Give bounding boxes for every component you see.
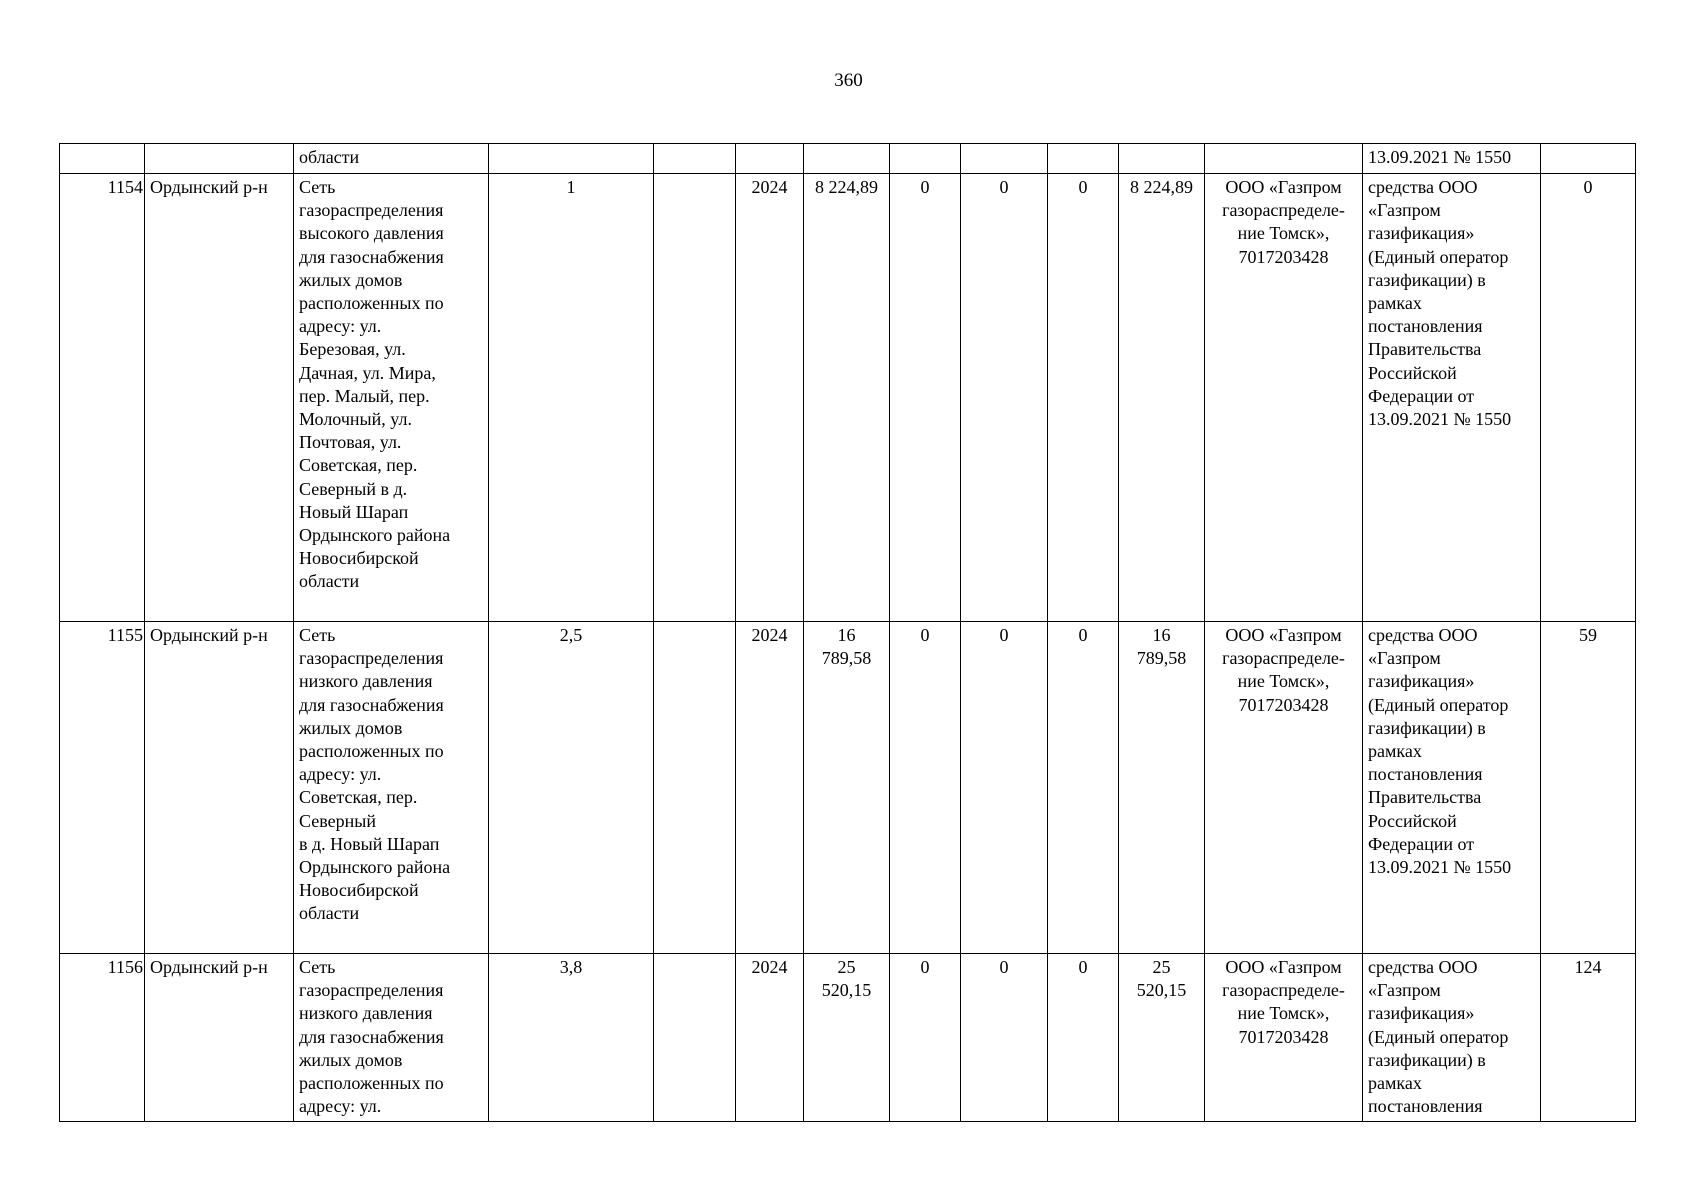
cell-col5: [654, 174, 736, 622]
data-table: [59, 143, 1636, 1122]
cell-num: [60, 144, 145, 174]
cell-num: 1155: [60, 622, 145, 954]
cell-v2: [961, 144, 1048, 174]
table-row: [60, 954, 1636, 1122]
cell-v3: 0: [1048, 622, 1119, 954]
cell-count: [1541, 144, 1636, 174]
table-row: [60, 174, 1636, 622]
cell-length: 1: [489, 174, 654, 622]
cell-organization: ООО «Газпром газораспределе- ние Томск», 7017203428: [1205, 174, 1363, 622]
cell-district: Ордынский р-н: [145, 622, 294, 954]
cell-v2: 0: [961, 174, 1048, 622]
cell-total: 25 520,15: [804, 954, 890, 1122]
cell-v2: 0: [961, 954, 1048, 1122]
cell-v3: 0: [1048, 174, 1119, 622]
cell-total: [804, 144, 890, 174]
cell-col5: [654, 954, 736, 1122]
cell-length: 2,5: [489, 622, 654, 954]
cell-organization: ООО «Газпром газораспределе- ние Томск», 7017203428: [1205, 954, 1363, 1122]
cell-num: 1156: [60, 954, 145, 1122]
cell-col5: [654, 144, 736, 174]
cell-year: 2024: [736, 622, 804, 954]
cell-object: области: [294, 144, 489, 174]
cell-count: 0: [1541, 174, 1636, 622]
cell-v2: 0: [961, 622, 1048, 954]
cell-organization: [1205, 144, 1363, 174]
table-row: [60, 622, 1636, 954]
cell-year: 2024: [736, 174, 804, 622]
cell-total: 8 224,89: [804, 174, 890, 622]
cell-year: [736, 144, 804, 174]
cell-v1: 0: [890, 622, 961, 954]
cell-v1: 0: [890, 174, 961, 622]
cell-count: 59: [1541, 622, 1636, 954]
cell-organization: ООО «Газпром газораспределе- ние Томск», 7017203428: [1205, 622, 1363, 954]
cell-object: Сеть газораспределения низкого давления для газоснабжения жилых домов расположенных по адресу: ул.: [294, 954, 489, 1122]
cell-district: Ордынский р-н: [145, 954, 294, 1122]
table-row-continuation: [60, 144, 1636, 174]
cell-v3: 0: [1048, 954, 1119, 1122]
cell-length: [489, 144, 654, 174]
cell-district: Ордынский р-н: [145, 174, 294, 622]
page-number: 360: [834, 70, 863, 91]
cell-v4: 16 789,58: [1119, 622, 1205, 954]
cell-v3: [1048, 144, 1119, 174]
cell-object: Сеть газораспределения высокого давления для газоснабжения жилых домов расположенных по адресу: ул. Березовая, ул. Дачная, ул. Мира, пер. Малый, пер. Молочный, ул. Почтовая, ул. Советская, пер. Северный в д. Новый Шарап Ордынского района Новосибирской области: [294, 174, 489, 622]
cell-count: 124: [1541, 954, 1636, 1122]
cell-v4: 25 520,15: [1119, 954, 1205, 1122]
cell-source: 13.09.2021 № 1550: [1363, 144, 1541, 174]
cell-total: 16 789,58: [804, 622, 890, 954]
cell-v1: [890, 144, 961, 174]
cell-v4: [1119, 144, 1205, 174]
cell-length: 3,8: [489, 954, 654, 1122]
cell-col5: [654, 622, 736, 954]
cell-object: Сеть газораспределения низкого давления для газоснабжения жилых домов расположенных по адресу: ул. Советская, пер. Северный в д. Новый Шарап Ордынского района Новосибирской области: [294, 622, 489, 954]
cell-v1: 0: [890, 954, 961, 1122]
cell-source: средства ООО «Газпром газификация» (Единый оператор газификации) в рамках постановления Правительства Российской Федерации от 13.09.2021 № 1550: [1363, 174, 1541, 622]
cell-num: 1154: [60, 174, 145, 622]
cell-year: 2024: [736, 954, 804, 1122]
cell-source: средства ООО «Газпром газификация» (Единый оператор газификации) в рамках постановления Правительства Российской Федерации от 13.09.2021 № 1550: [1363, 622, 1541, 954]
cell-district: [145, 144, 294, 174]
cell-v4: 8 224,89: [1119, 174, 1205, 622]
cell-source: средства ООО «Газпром газификация» (Единый оператор газификации) в рамках постановления: [1363, 954, 1541, 1122]
